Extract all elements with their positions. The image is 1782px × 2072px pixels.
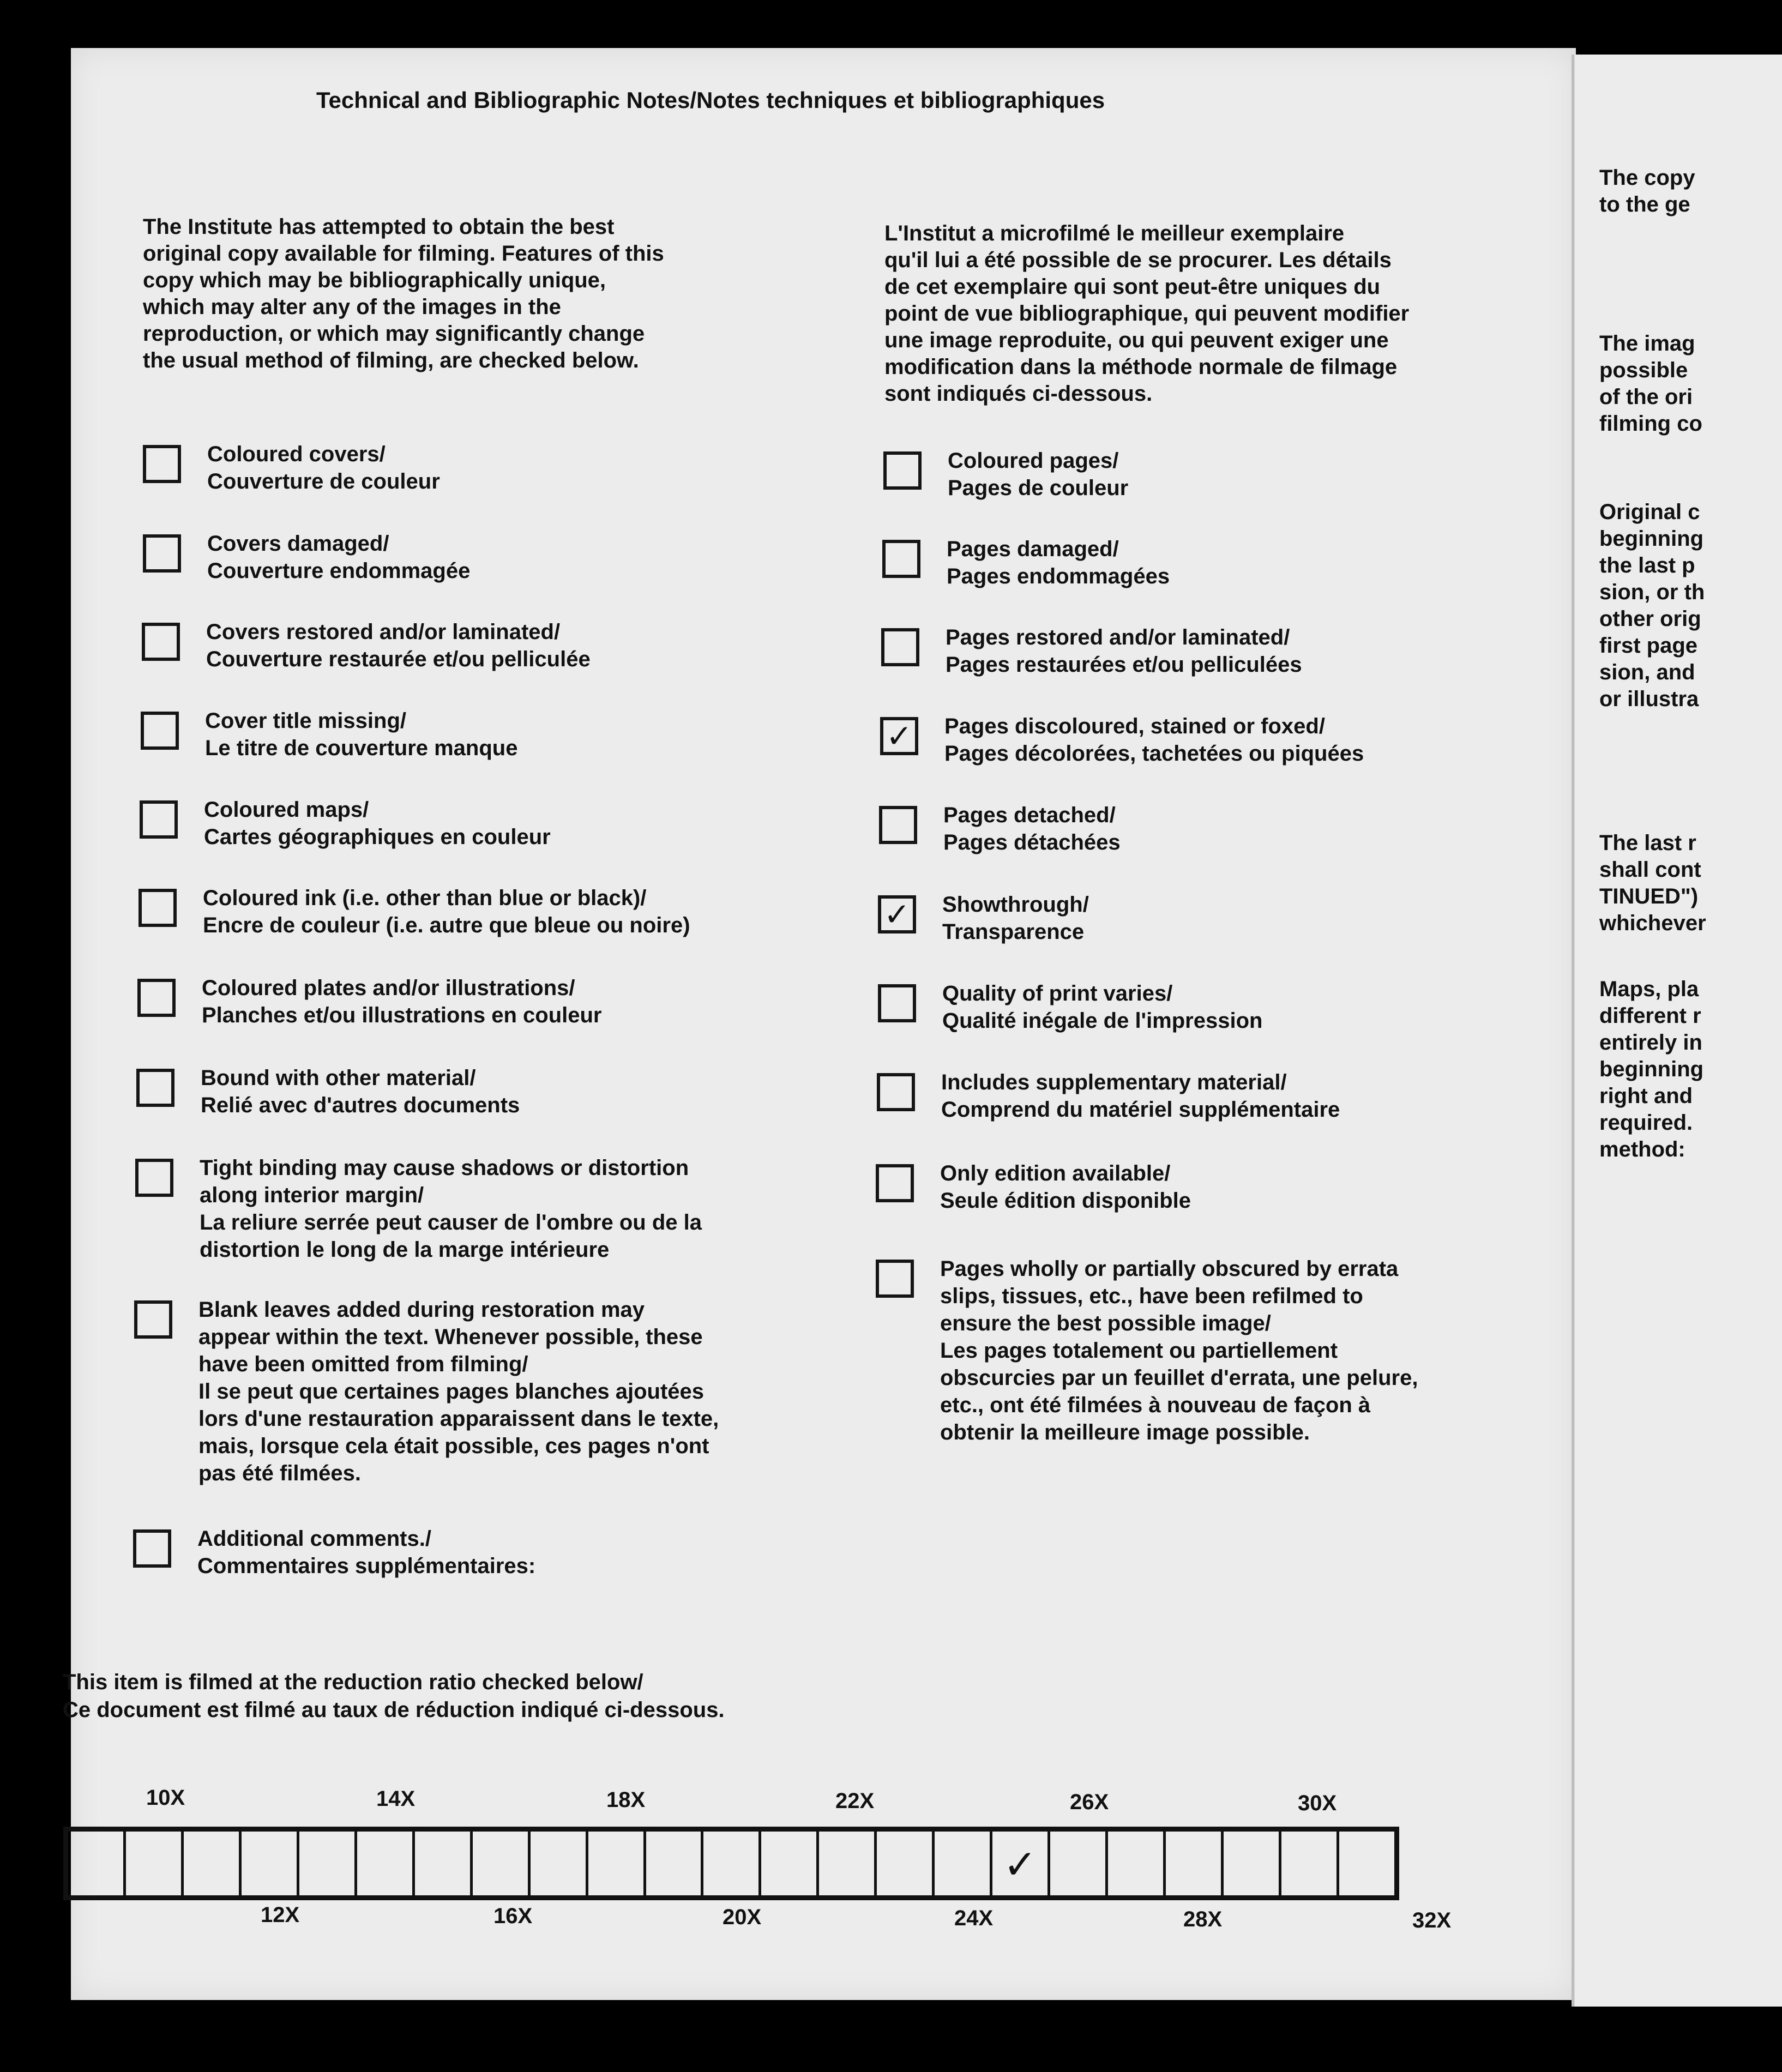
checkbox[interactable] (134, 1300, 172, 1339)
ratio-cell[interactable] (299, 1832, 357, 1895)
option-label: Additional comments./ Commentaires supplémentaires: (197, 1527, 536, 1578)
ratio-label-26x: 26X (1070, 1790, 1109, 1814)
checkbox[interactable] (143, 445, 181, 483)
ratio-label-16x: 16X (493, 1904, 533, 1928)
ratio-cell[interactable] (646, 1832, 704, 1895)
checkbox[interactable] (143, 534, 181, 573)
ratio-cell[interactable] (531, 1832, 588, 1895)
option-label: Showthrough/ Transparence (942, 893, 1089, 944)
page-gutter (1572, 55, 1574, 2007)
ratio-label-30x: 30X (1298, 1791, 1337, 1815)
checkbox[interactable] (883, 451, 922, 490)
option-label: Pages restored and/or laminated/ Pages restaurées et/ou pelliculées (946, 625, 1302, 677)
option-label: Includes supplementary material/ Comprend du matériel supplémentaire (941, 1070, 1340, 1122)
checkbox[interactable] (142, 623, 180, 661)
ratio-cell[interactable] (935, 1832, 992, 1895)
ratio-cell[interactable] (357, 1832, 415, 1895)
checkbox[interactable] (876, 1260, 914, 1298)
checkbox[interactable] (876, 1164, 914, 1202)
ratio-cell[interactable] (1108, 1832, 1166, 1895)
option-label: Coloured pages/ Pages de couleur (948, 449, 1129, 500)
right-page-fragment-4: The last r shall cont TINUED") whichever (1599, 831, 1706, 935)
ratio-cell[interactable] (877, 1832, 935, 1895)
option-label: Coloured ink (i.e. other than blue or black)/ Encre de couleur (i.e. autre que bleue ou noire) (203, 886, 690, 937)
ratio-cell[interactable] (819, 1832, 877, 1895)
ratio-label-32x: 32X (1412, 1908, 1452, 1932)
ratio-cell[interactable] (126, 1832, 184, 1895)
ratio-cell[interactable] (1050, 1832, 1108, 1895)
reduction-ratio-strip (63, 1827, 1399, 1900)
intro-french: L'Institut a microfilmé le meilleur exemplaire qu'il lui a été possible de se procurer. Les détails de cet exemplaire qui sont peut-être uniques du point de vue bibliographique, qui peuvent modifier une image reproduite, ou qui peuvent exiger une modification dans la méthode normale de filmage sont indiqués ci-dessous. (884, 221, 1410, 406)
ratio-cell[interactable] (184, 1832, 242, 1895)
ratio-label-10x: 10X (146, 1786, 185, 1810)
ratio-label-20x: 20X (723, 1905, 762, 1929)
ratio-cell[interactable] (588, 1832, 646, 1895)
ratio-cell[interactable] (1224, 1832, 1281, 1895)
page-title: Technical and Bibliographic Notes/Notes techniques et bibliographiques (316, 87, 1105, 113)
option-label: Bound with other material/ Relié avec d'autres documents (201, 1066, 520, 1117)
ratio-label-24x: 24X (954, 1906, 994, 1930)
checkbox[interactable] (135, 1159, 173, 1197)
ratio-label-22x: 22X (835, 1789, 875, 1813)
option-label: Pages detached/ Pages détachées (943, 803, 1121, 854)
reduction-ratio-title: This item is filmed at the reduction ratio checked below/ Ce document est filmé au taux de réduction indiqué ci-dessous. (63, 1670, 725, 1722)
option-label: Coloured covers/ Couverture de couleur (207, 442, 440, 493)
ratio-label-14x: 14X (376, 1787, 416, 1811)
ratio-cell[interactable] (1166, 1832, 1224, 1895)
option-label: Quality of print varies/ Qualité inégale de l'impression (942, 981, 1263, 1033)
checkbox[interactable] (133, 1529, 171, 1568)
checkbox[interactable] (139, 889, 177, 927)
checkbox[interactable] (879, 806, 917, 844)
ratio-cell[interactable] (473, 1832, 531, 1895)
option-label: Coloured maps/ Cartes géographiques en couleur (204, 798, 551, 849)
option-label: Coloured plates and/or illustrations/ Planches et/ou illustrations en couleur (202, 976, 602, 1027)
checkbox[interactable] (878, 984, 916, 1022)
ratio-cell[interactable] (68, 1832, 126, 1895)
option-label: Only edition available/ Seule édition disponible (940, 1161, 1191, 1213)
checkbox[interactable] (140, 800, 178, 839)
option-label: Pages wholly or partially obscured by errata slips, tissues, etc., have been refilmed to ensure the best possible image/ Les pages totalement ou partiellement obscurcies par un feuillet d'errata, une pelure, etc., ont été filmées à nouveau de façon à obtenir la meilleure image possible. (940, 1257, 1418, 1444)
right-page-fragment-5: Maps, pla different r entirely in beginning right and required. method: (1599, 977, 1704, 1161)
option-label: Pages damaged/ Pages endommagées (947, 537, 1170, 588)
ratio-cell[interactable] (1339, 1832, 1394, 1895)
option-label: Pages discoloured, stained or foxed/ Pages décolorées, tachetées ou piquées (944, 714, 1364, 766)
option-label: Covers damaged/ Couverture endommagée (207, 532, 471, 583)
option-label: Covers restored and/or laminated/ Couverture restaurée et/ou pelliculée (206, 620, 591, 671)
checkbox[interactable] (881, 628, 919, 666)
right-page-fragment-3: Original c beginning the last p sion, or th other orig first page sion, and or illustra (1599, 500, 1705, 711)
ratio-label-12x: 12X (261, 1903, 300, 1927)
option-label: Cover title missing/ Le titre de couverture manque (205, 709, 518, 760)
option-label: Blank leaves added during restoration may appear within the text. Whenever possible, these have been omitted from filming/ Il se peut que certaines pages blanches ajoutées lors d'une restauration apparaissent dans le texte, mais, lorsque cela était possible, ces pages n'ont pas été filmées. (198, 1298, 719, 1485)
checkbox[interactable] (882, 540, 920, 578)
ratio-cell-checked[interactable]: ✓ (992, 1832, 1050, 1895)
ratio-cell[interactable] (1281, 1832, 1339, 1895)
checkbox-checked[interactable]: ✓ (878, 895, 916, 933)
checkbox-checked[interactable]: ✓ (880, 717, 918, 755)
intro-english: The Institute has attempted to obtain the best original copy available for filming. Features of this copy which may be bibliographically unique, which may alter any of the images in the reproduction, or which may significantly change the usual method of filming, are checked below. (143, 215, 664, 372)
checkbox[interactable] (877, 1073, 915, 1111)
checkbox[interactable] (141, 712, 179, 750)
ratio-cell[interactable] (703, 1832, 761, 1895)
ratio-cell[interactable] (761, 1832, 819, 1895)
ratio-label-18x: 18X (606, 1788, 646, 1812)
checkbox[interactable] (137, 979, 176, 1017)
right-page-fragment-1: The copy to the ge (1599, 166, 1695, 216)
ratio-label-28x: 28X (1183, 1907, 1223, 1931)
right-page-fragment-2: The imag possible of the ori filming co (1599, 332, 1702, 436)
option-label: Tight binding may cause shadows or distortion along interior margin/ La reliure serrée peut causer de l'ombre ou de la distortion le long de la marge intérieure (200, 1156, 702, 1262)
checkbox[interactable] (136, 1069, 174, 1107)
ratio-cell[interactable] (242, 1832, 299, 1895)
ratio-cell[interactable] (415, 1832, 473, 1895)
